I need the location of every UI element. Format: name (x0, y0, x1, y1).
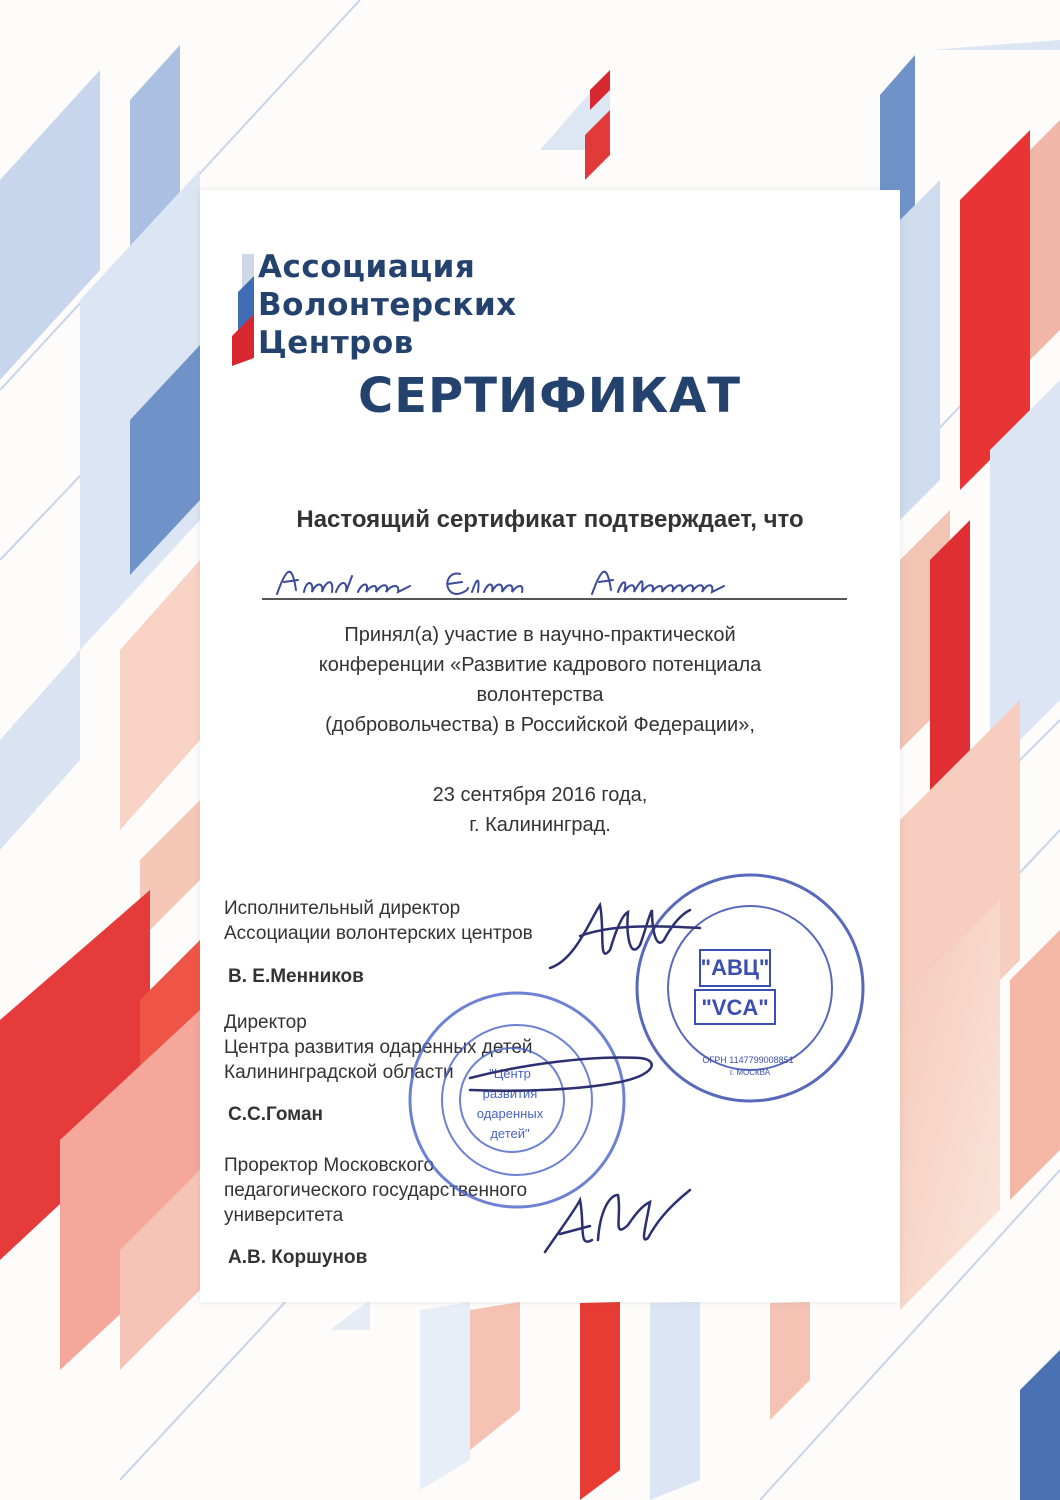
svg-text:"АВЦ": "АВЦ" (700, 955, 770, 980)
signatory-1-name: В. Е.Менников (228, 966, 364, 987)
logo-line-3: Центров (258, 325, 414, 361)
svg-text:"Центр: "Центр (489, 1066, 531, 1081)
body-line-3: волонтерства (476, 684, 604, 706)
svg-text:"VCA": "VCA" (701, 995, 769, 1020)
organization-logo-text (258, 248, 517, 362)
body-line-1: Принял(а) участие в научно-практической (344, 624, 736, 646)
event-date: 23 сентября 2016 года, (432, 784, 648, 806)
signatory-2-position-line-2: Центра развития одаренных детей (224, 1037, 533, 1058)
signatory-3-position-line-1: Проректор Московского (224, 1155, 435, 1176)
recipient-name-line (262, 598, 847, 600)
signatory-3-name: А.В. Коршунов (228, 1247, 368, 1268)
certificate-date-place (240, 780, 840, 840)
signatory-3-position (224, 1153, 527, 1228)
signatory-2-name: С.С.Гоман (228, 1104, 324, 1125)
signatory-1-position-line-2: Ассоциации волонтерских центров (224, 923, 533, 944)
event-place: г. Калининград. (469, 814, 611, 836)
svg-text:г. МОСКВА: г. МОСКВА (729, 1068, 771, 1077)
svg-text:одаренных: одаренных (476, 1106, 544, 1121)
signatory-3-position-line-2: педагогического государственного (224, 1180, 528, 1201)
signatory-3-position-line-3: университета (224, 1205, 344, 1226)
logo-tricolor-icon (228, 254, 254, 366)
svg-text:ОГРН 1147799008851: ОГРН 1147799008851 (702, 1055, 794, 1065)
certificate-body (240, 620, 840, 740)
svg-text:детей": детей" (490, 1126, 530, 1141)
logo-line-1: Ассоциация (258, 249, 476, 285)
signatory-2-position-line-3: Калининградской области (224, 1062, 454, 1083)
signatory-2-position (224, 1010, 533, 1085)
logo-line-2: Волонтерских (258, 287, 517, 323)
svg-text:развития: развития (482, 1086, 538, 1101)
signatory-1-position-line-1: Исполнительный директор (224, 898, 461, 919)
certificate-title: СЕРТИФИКАТ (358, 368, 742, 424)
signatory-2-position-line-1: Директор (224, 1012, 307, 1033)
body-line-2: конференции «Развитие кадрового потенциала (318, 654, 762, 676)
signatory-1-position (224, 896, 533, 946)
certificate-intro: Настоящий сертификат подтверждает, что (296, 506, 804, 533)
body-line-4: (добровольчества) в Российской Федерации», (325, 714, 755, 736)
